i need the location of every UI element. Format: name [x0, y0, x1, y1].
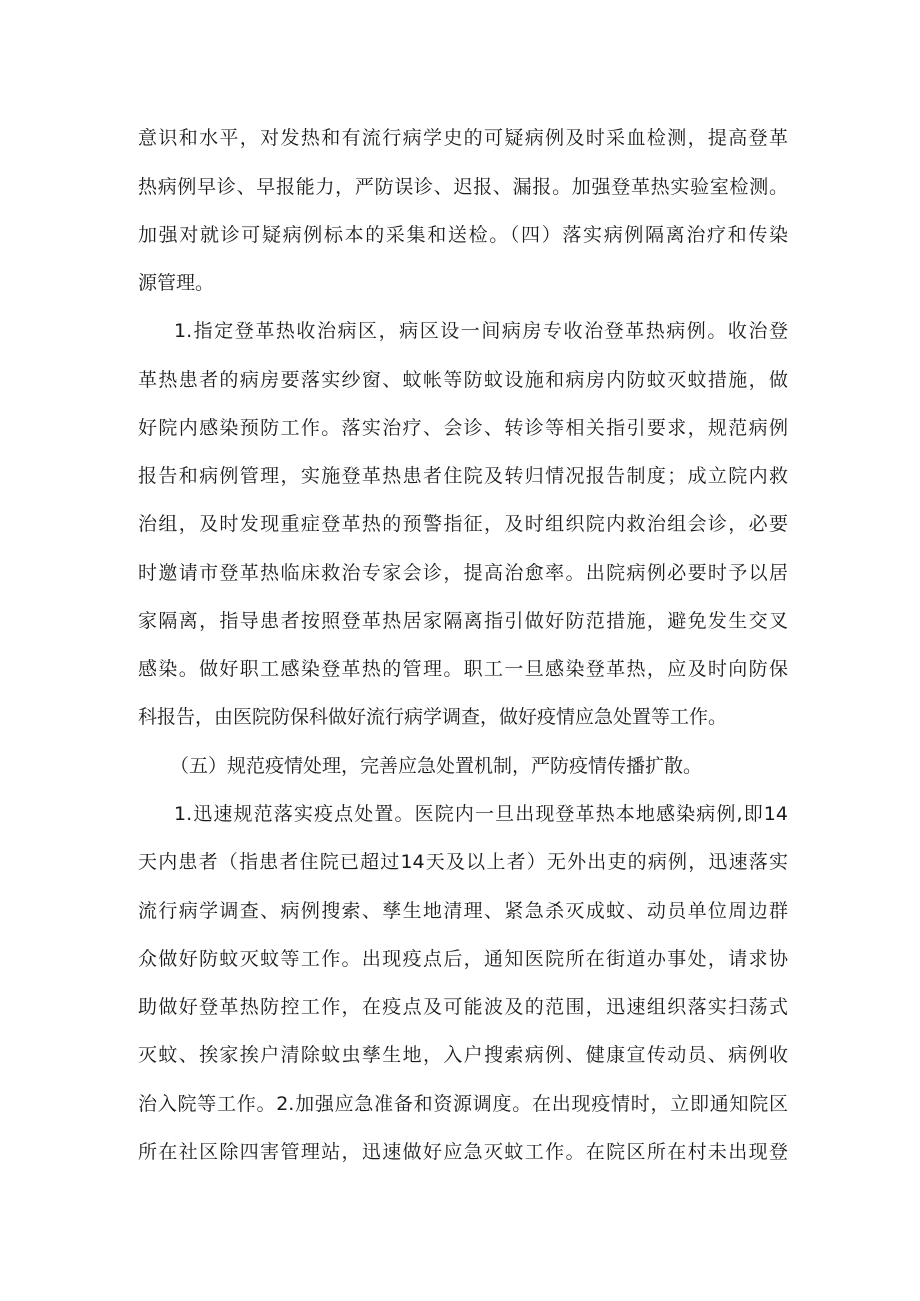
- text-line: 源管理。: [138, 272, 215, 294]
- text-line: 所在社区除四害管理站，迅速做好应急灭蚊工作。在院区所在村未出现登: [138, 1141, 788, 1163]
- text-line: 科报告，由医院防保科做好流行病学调查，做好疫情应急处置等工作。: [138, 706, 728, 728]
- text-line: 灭蚊、挨家挨户清除蚊虫孳生地，入户搜索病例、健康宣传动员、病例收: [138, 1044, 788, 1066]
- text-line: 1.指定登革热收治病区，病区设一间病房专收治登革热病例。收治登: [174, 320, 788, 342]
- text-line: 治入院等工作。2.加强应急准备和资源调度。在出现疫情时，立即通知院区: [138, 1093, 788, 1115]
- text-line: 意识和水平，对发热和有流行病学史的可疑病例及时采血检测，提高登革: [138, 127, 788, 149]
- text-line: 革热患者的病房要落实纱窗、蚊帐等防蚊设施和病房内防蚊灭蚊措施，做: [138, 369, 788, 391]
- text-line: 热病例早诊、早报能力，严防误诊、迟报、漏报。加强登革热实验室检测。: [138, 176, 788, 198]
- text-line: 流行病学调查、病例搜索、孳生地清理、紧急杀灭成蚊、动员单位周边群: [138, 900, 788, 922]
- text-line: 助做好登革热防控工作，在疫点及可能波及的范围，迅速组织落实扫荡式: [138, 996, 788, 1018]
- text-line: 众做好防蚊灭蚊等工作。出现疫点后，通知医院所在街道办事处，请求协: [138, 948, 788, 970]
- text-line: 治组，及时发现重症登革热的预警指征，及时组织院内救治组会诊，必要: [138, 513, 788, 535]
- text-line: 感染。做好职工感染登革热的管理。职工一旦感染登革热，应及时向防保: [138, 658, 788, 680]
- text-line: 好院内感染预防工作。落实治疗、会诊、转诊等相关指引要求，规范病例: [138, 417, 788, 439]
- text-line: 报告和病例管理，实施登革热患者住院及转归情况报告制度；成立院内救: [138, 465, 788, 487]
- text-line: 天内患者（指患者住院已超过14天及以上者）无外出吏的病例，迅速落实: [138, 851, 788, 873]
- section-heading: （五）规范疫情处理，完善应急处置机制，严防疫情传播扩散。: [170, 755, 703, 777]
- text-line: 家隔离，指导患者按照登革热居家隔离指引做好防范措施，避免发生交叉: [138, 610, 788, 632]
- text-line: 加强对就诊可疑病例标本的采集和送检。（四）落实病例隔离治疗和传染: [138, 224, 788, 246]
- text-line: 时邀请市登革热临床救治专家会诊，提高治愈率。出院病例必要时予以居: [138, 562, 788, 584]
- text-line: 1.迅速规范落实疫点处置。医院内一旦出现登革热本地感染病例,即14: [174, 803, 788, 825]
